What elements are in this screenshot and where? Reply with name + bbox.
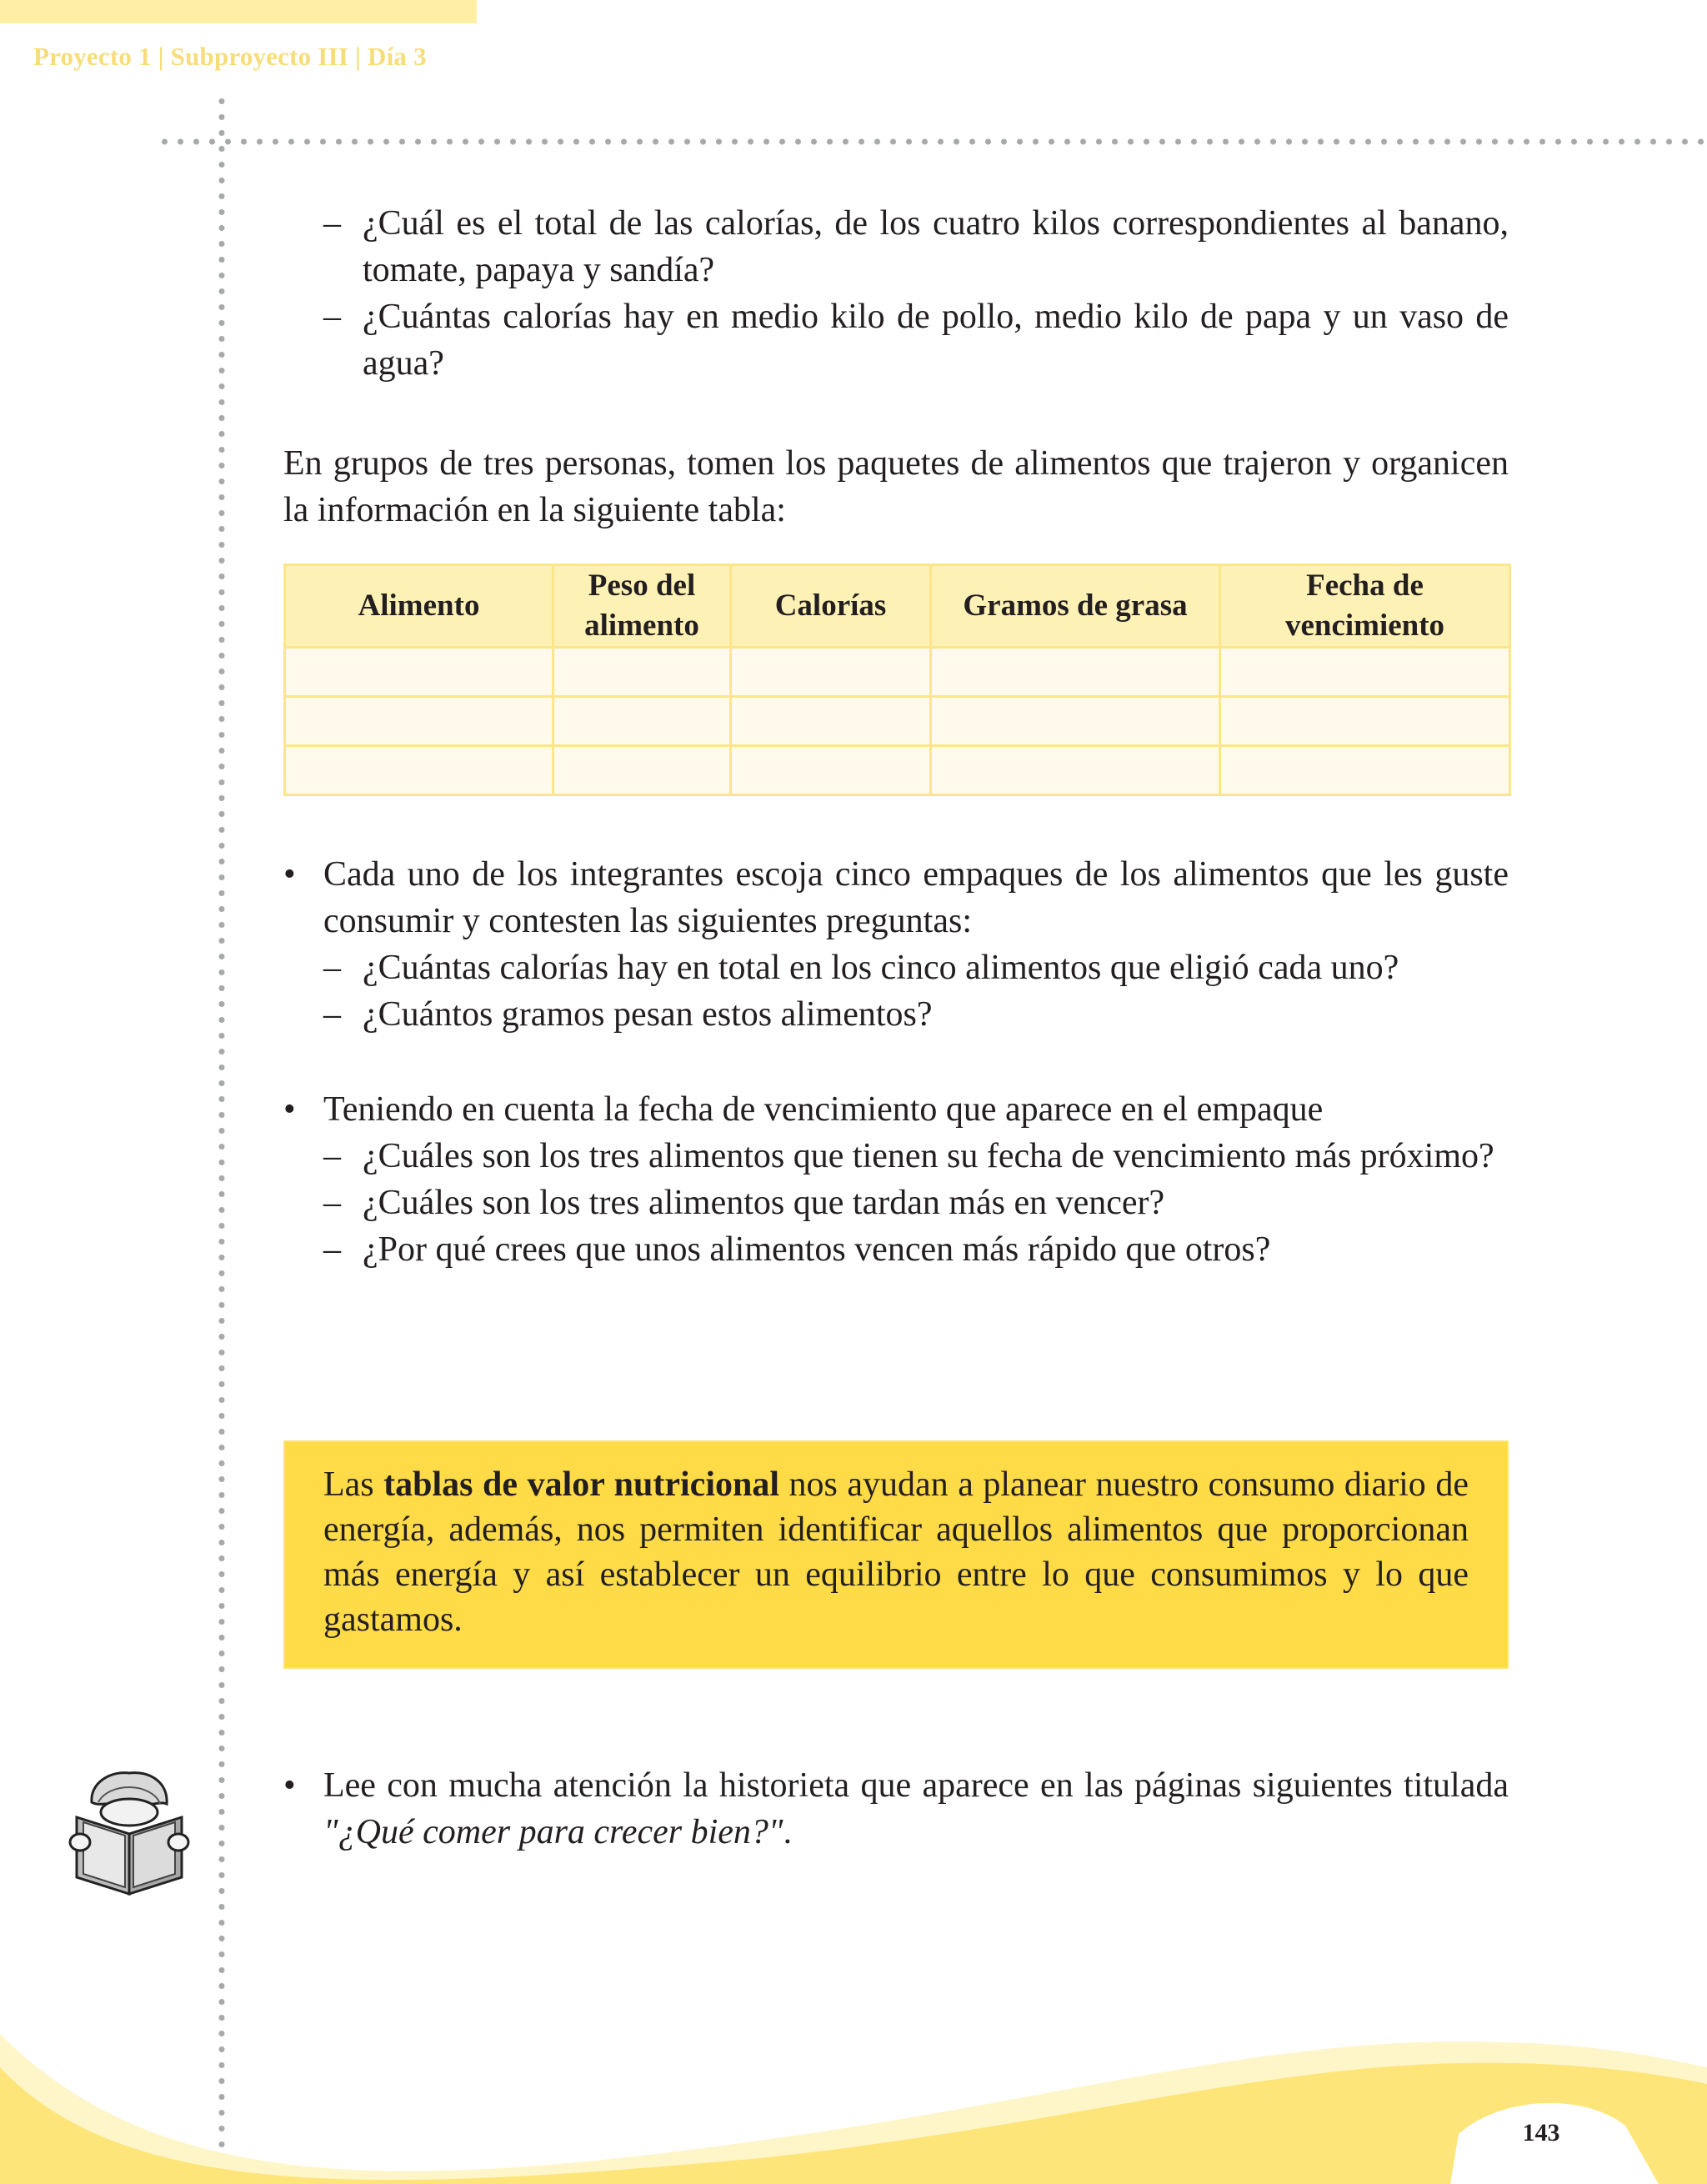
table-cell[interactable]: [285, 648, 553, 697]
breadcrumb: Proyecto 1 | Subproyecto III | Día 3: [33, 42, 427, 71]
question-text: ¿Cuáles son los tres alimentos que tienen su fecha de vencimiento más próximo?: [363, 1137, 1494, 1175]
bullet-suffix: .: [783, 1813, 793, 1851]
dash-marker: –: [323, 995, 341, 1034]
question-text: ¿Cuántas calorías hay en medio kilo de pollo, medio kilo de papa y un vaso de agua?: [363, 298, 1509, 383]
list-item: [283, 1133, 1509, 1180]
instruction-block: [283, 440, 1509, 533]
info-prefix: Las: [323, 1465, 384, 1504]
table-cell[interactable]: [731, 697, 931, 746]
info-body: nos ayudan a planear nuestro consumo diario de energía, además, nos permiten identificar aquellos alimentos que proporcionan más energía y así establecer un equilibrio entre lo que consumimos y lo que gastamos.: [323, 1465, 1469, 1639]
table-cell[interactable]: [1220, 746, 1510, 795]
list-item: [283, 200, 1509, 293]
table-cell[interactable]: [553, 697, 731, 746]
table-cell[interactable]: [285, 746, 553, 795]
table-header-row: [285, 565, 1510, 648]
question-text: ¿Cuántos gramos pesan estos alimentos?: [363, 995, 933, 1034]
dash-marker: –: [323, 1184, 341, 1222]
dash-marker: –: [323, 298, 341, 336]
dash-marker: –: [323, 1137, 341, 1175]
top-questions: [283, 200, 1509, 387]
question-text: ¿Cuántas calorías hay en total en los cinco alimentos que eligió cada uno?: [363, 949, 1399, 987]
list-item: [283, 991, 1509, 1038]
comic-title: "¿Qué comer para crecer bien?": [323, 1813, 783, 1851]
dash-marker: –: [323, 1230, 341, 1269]
info-bold-term: tablas de valor nutricional: [383, 1465, 780, 1504]
table-cell[interactable]: [285, 697, 553, 746]
column-header-calorias: Calorías: [731, 565, 931, 648]
table-row: [285, 746, 1510, 795]
list-item: [283, 1180, 1509, 1226]
list-item: [283, 1226, 1509, 1273]
instruction-paragraph: En grupos de tres personas, tomen los paquetes de alimentos que trajeron y organicen la información en la siguiente tabla:: [283, 444, 1509, 529]
bullet-block-2: [283, 1086, 1509, 1273]
bullet-text: Lee con mucha atención la historieta que aparece en las páginas siguientes titulada: [323, 1766, 1509, 1805]
list-item: [283, 293, 1509, 387]
list-item: [283, 851, 1509, 944]
page-number: 143: [1522, 2119, 1560, 2146]
column-header-peso: Peso del alimento: [553, 565, 731, 648]
table-cell[interactable]: [731, 746, 931, 795]
list-item: [283, 1086, 1509, 1133]
table-row: [285, 697, 1510, 746]
table-cell[interactable]: [731, 648, 931, 697]
bullet-block-3: [283, 1762, 1509, 1856]
bullet-text: Teniendo en cuenta la fecha de vencimiento que aparece en el empaque: [323, 1090, 1324, 1129]
nutrition-table: [283, 564, 1511, 796]
table-cell[interactable]: [1220, 697, 1510, 746]
table-cell[interactable]: [931, 648, 1220, 697]
bullet-marker: •: [283, 1090, 296, 1129]
table-cell[interactable]: [931, 697, 1220, 746]
dash-marker: –: [323, 949, 341, 987]
horizontal-dotted-divider: [157, 138, 1707, 145]
info-callout-box: [283, 1440, 1509, 1669]
header-accent-bar: [0, 0, 477, 23]
list-item: [283, 1762, 1509, 1856]
bullet-marker: •: [283, 855, 296, 894]
question-text: ¿Cuáles son los tres alimentos que tardan más en vencer?: [363, 1184, 1165, 1222]
question-text: ¿Por qué crees que unos alimentos vencen más rápido que otros?: [363, 1230, 1271, 1269]
table-cell[interactable]: [1220, 648, 1510, 697]
column-header-alimento: Alimento: [285, 565, 553, 648]
vertical-dotted-divider: [218, 93, 225, 2184]
column-header-fecha: Fecha de vencimiento: [1220, 565, 1510, 648]
table-cell[interactable]: [931, 746, 1220, 795]
table-cell[interactable]: [553, 648, 731, 697]
table-row: [285, 648, 1510, 697]
column-header-grasa: Gramos de grasa: [931, 565, 1220, 648]
bullet-text: Cada uno de los integrantes escoja cinco empaques de los alimentos que les guste consumir y contesten las siguientes preguntas:: [323, 855, 1509, 940]
dash-marker: –: [323, 204, 341, 243]
bullet-marker: •: [283, 1766, 296, 1805]
decorative-wave-footer: [0, 1984, 1707, 2184]
list-item: [283, 944, 1509, 991]
table-cell[interactable]: [553, 746, 731, 795]
child-reading-book-icon: [67, 1769, 192, 1902]
question-text: ¿Cuál es el total de las calorías, de los cuatro kilos correspondientes al banano, tomate, papaya y sandía?: [363, 204, 1509, 289]
bullet-block-1: [283, 851, 1509, 1038]
